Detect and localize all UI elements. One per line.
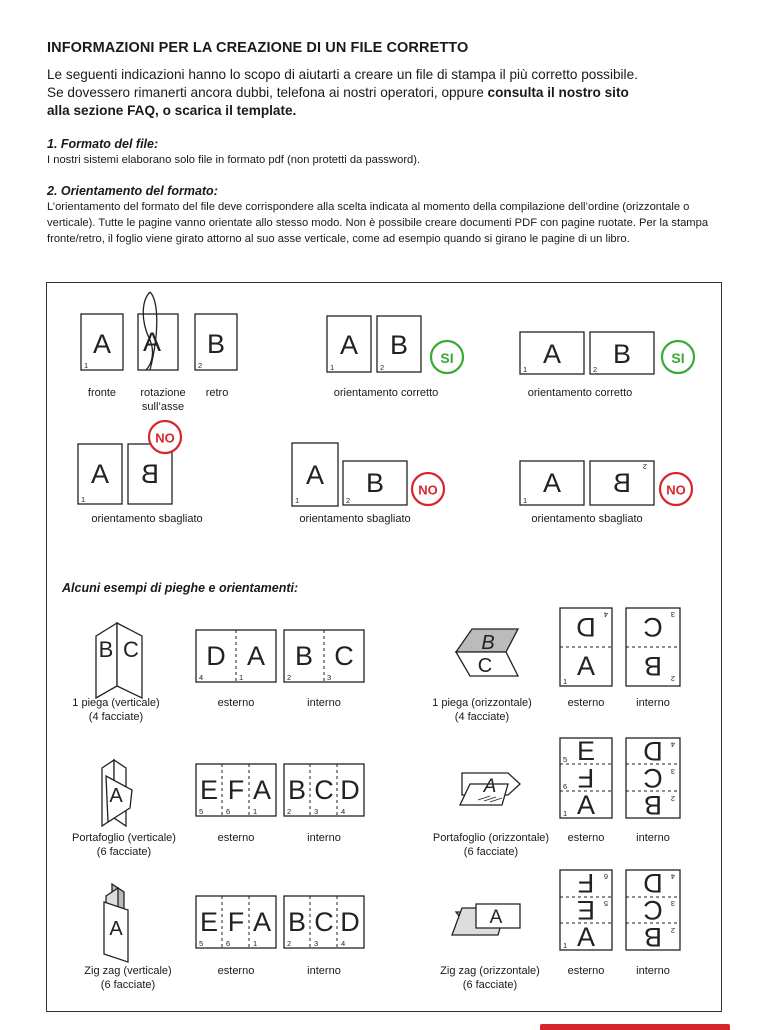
svg-text:NO: NO: [155, 430, 175, 446]
label-esterno-v3: esterno: [217, 965, 255, 977]
svg-text:A: A: [305, 460, 325, 490]
svg-text:2: 2: [287, 939, 292, 948]
fold-v1-interno: [284, 630, 364, 682]
svg-text:C: C: [314, 907, 334, 937]
svg-text:C: C: [477, 655, 493, 677]
svg-text:C: C: [643, 763, 663, 793]
fold-v3-interno: [284, 896, 364, 948]
svg-text:A: A: [483, 776, 497, 797]
fold-o1-interno: [626, 608, 680, 686]
svg-text:5: 5: [199, 939, 204, 948]
svg-text:E: E: [576, 895, 596, 925]
label-sbagliato-2: orientamento sbagliato: [299, 513, 411, 525]
svg-text:F: F: [227, 907, 245, 937]
svg-text:4: 4: [199, 673, 204, 682]
svg-text:E: E: [576, 736, 596, 766]
svg-text:B: B: [98, 637, 114, 662]
svg-text:2: 2: [670, 926, 675, 935]
svg-text:1: 1: [563, 809, 568, 818]
svg-text:6: 6: [563, 782, 568, 791]
fold-o2-icon: [460, 773, 520, 805]
svg-text:3: 3: [670, 899, 675, 908]
label-fold-v3: Zig zag (verticale) (6 facciate): [84, 965, 172, 991]
si-badge-1: [431, 341, 463, 373]
label-esterno-o1: esterno: [567, 697, 605, 709]
svg-text:A: A: [109, 918, 123, 940]
svg-text:2: 2: [593, 365, 598, 374]
label-corretto-1: orientamento corretto: [333, 387, 439, 399]
svg-text:1: 1: [253, 939, 258, 948]
svg-text:C: C: [643, 895, 663, 925]
svg-text:1: 1: [253, 807, 258, 816]
fold-o1-esterno: [560, 608, 612, 686]
svg-text:B: B: [365, 468, 385, 498]
svg-text:C: C: [334, 641, 354, 671]
svg-text:1: 1: [239, 673, 244, 682]
letter-a: A: [92, 329, 112, 359]
svg-text:D: D: [643, 868, 663, 898]
no-badge-2: [412, 473, 444, 505]
label-corretto-2: orientamento corretto: [527, 387, 633, 399]
svg-text:D: D: [643, 736, 663, 766]
correct-portrait-pair: [327, 316, 421, 372]
svg-text:B: B: [206, 329, 226, 359]
label-fold-o3: Zig zag (orizzontale) (6 facciate): [440, 965, 540, 991]
svg-text:C: C: [314, 775, 334, 805]
svg-text:A: A: [542, 339, 562, 369]
svg-text:5: 5: [199, 807, 204, 816]
svg-text:F: F: [577, 868, 595, 898]
svg-text:3: 3: [670, 610, 675, 619]
svg-text:1: 1: [330, 363, 335, 372]
label-fold-o1: 1 piega (orizzontale) (4 facciate): [432, 697, 532, 723]
svg-text:5: 5: [603, 899, 608, 908]
retro-page: [195, 314, 237, 370]
svg-text:B: B: [140, 459, 160, 489]
label-fold-v1: 1 piega (verticale) (4 facciate): [72, 697, 160, 723]
brand-logo: [540, 1016, 730, 1030]
intro-text: Le seguenti indicazioni hanno lo scopo di aiutarti a creare un file di stampa il più corretto possibile. Se dovessero rimanerti ancora dubbi, telefona ai nostri operatori, oppure consulta il nostro sito alla sezione FAQ, o scarica il template.: [47, 67, 638, 118]
wrong-mixed-pair: [292, 443, 407, 506]
svg-text:B: B: [287, 775, 307, 805]
section1-text: I nostri sistemi elaborano solo file in formato pdf (non protetti da password).: [47, 154, 421, 166]
label-interno-o3: interno: [636, 965, 670, 977]
svg-text:A: A: [252, 775, 272, 805]
label-rotazione: rotazione sull’asse: [140, 387, 186, 413]
label-interno-v2: interno: [307, 832, 341, 844]
svg-text:1: 1: [563, 941, 568, 950]
svg-text:D: D: [206, 641, 226, 671]
svg-text:A: A: [576, 790, 596, 820]
svg-text:1: 1: [523, 365, 528, 374]
svg-text:SI: SI: [671, 350, 685, 366]
svg-text:6: 6: [226, 939, 231, 948]
fold-v3-esterno: [196, 896, 276, 948]
svg-text:D: D: [576, 612, 596, 642]
svg-text:4: 4: [341, 939, 346, 948]
label-sbagliato-3: orientamento sbagliato: [531, 513, 643, 525]
svg-text:B: B: [643, 790, 663, 820]
svg-text:A: A: [339, 330, 359, 360]
label-interno-v1: interno: [307, 697, 341, 709]
svg-text:2: 2: [670, 674, 675, 683]
svg-text:NO: NO: [418, 482, 438, 498]
svg-text:1: 1: [563, 677, 568, 686]
fold-o1-icon: [456, 629, 518, 677]
svg-text:SI: SI: [440, 350, 454, 366]
svg-text:1: 1: [84, 361, 89, 370]
label-esterno-v1: esterno: [217, 697, 255, 709]
svg-text:B: B: [389, 330, 409, 360]
svg-text:A: A: [542, 468, 562, 498]
svg-text:1: 1: [295, 496, 300, 505]
label-esterno-v2: esterno: [217, 832, 255, 844]
svg-text:3: 3: [314, 807, 319, 816]
svg-text:F: F: [577, 763, 595, 793]
label-interno-o2: interno: [636, 832, 670, 844]
fold-o2-esterno: [560, 736, 612, 820]
svg-text:B: B: [294, 641, 314, 671]
svg-text:D: D: [340, 907, 360, 937]
fold-v2-interno: [284, 764, 364, 816]
fold-o3-interno: [626, 868, 680, 952]
svg-text:2: 2: [198, 361, 203, 370]
svg-text:A: A: [142, 327, 162, 357]
svg-text:A: A: [576, 651, 596, 681]
folds-subtitle: Alcuni esempi di pieghe e orientamenti:: [62, 581, 299, 595]
wrong-landscape-pair: [520, 461, 654, 505]
svg-text:3: 3: [670, 767, 675, 776]
rotation-page-icon: [138, 292, 178, 370]
svg-text:B: B: [481, 632, 495, 654]
correct-landscape-pair: [520, 332, 654, 374]
fold-o2-interno: [626, 736, 680, 820]
svg-text:3: 3: [327, 673, 332, 682]
label-fold-o2: Portafoglio (orizzontale) (6 facciate): [432, 832, 550, 858]
svg-text:2: 2: [670, 794, 675, 803]
svg-text:B: B: [287, 907, 307, 937]
svg-text:A: A: [109, 785, 123, 807]
svg-text:B: B: [612, 468, 632, 498]
svg-text:2: 2: [380, 363, 385, 372]
fold-o3-esterno: [560, 868, 612, 952]
svg-text:4: 4: [670, 872, 675, 881]
svg-text:B: B: [643, 922, 663, 952]
label-esterno-o2: esterno: [567, 832, 605, 844]
fronte-page: [81, 314, 123, 370]
svg-text:A: A: [489, 907, 503, 928]
svg-text:A: A: [90, 459, 110, 489]
label-fold-v2: Portafoglio (verticale) (6 facciate): [72, 832, 176, 858]
svg-text:D: D: [340, 775, 360, 805]
label-fronte: fronte: [87, 387, 117, 399]
faq-link[interactable]: consulta il nostro sito: [487, 85, 629, 100]
svg-text:C: C: [643, 612, 663, 642]
fold-v2-icon: [102, 760, 132, 826]
section2-text: L’orientamento del formato del file deve corrispondere alla scelta indicata al momento della compilazione dell’ordine (orizzontale o verticale). Tutte le pagine vanno orientate allo stesso modo. Non è possibile creare documenti PDF con pagine ruotate. Per la stampa fronte/retro, il foglio viene girato attorno al suo asse verticale, come ad esempio quando si girano le pagine di un libro.: [47, 201, 709, 245]
svg-text:4: 4: [670, 740, 675, 749]
label-interno-v3: interno: [307, 965, 341, 977]
svg-text:A: A: [576, 922, 596, 952]
fold-v1-icon: [96, 623, 142, 698]
svg-text:E: E: [199, 907, 219, 937]
label-interno-o1: interno: [636, 697, 670, 709]
svg-text:2: 2: [346, 496, 351, 505]
si-badge-2: [662, 341, 694, 373]
label-retro: retro: [205, 387, 229, 399]
svg-text:6: 6: [226, 807, 231, 816]
svg-text:4: 4: [341, 807, 346, 816]
no-badge-3: [660, 473, 692, 505]
svg-text:F: F: [227, 775, 245, 805]
svg-text:B: B: [612, 339, 632, 369]
svg-text:NO: NO: [666, 482, 686, 498]
svg-text:2: 2: [287, 673, 292, 682]
svg-text:E: E: [199, 775, 219, 805]
label-sbagliato-1: orientamento sbagliato: [91, 513, 203, 525]
no-badge-1: [149, 421, 181, 453]
section1-title: 1. Formato del file:: [47, 137, 159, 151]
svg-text:3: 3: [314, 939, 319, 948]
svg-text:B: B: [643, 651, 663, 681]
template-link[interactable]: alla sezione FAQ, o scarica il template.: [47, 103, 297, 118]
fold-o3-icon: [452, 904, 520, 935]
svg-text:4: 4: [603, 610, 608, 619]
section2-title: 2. Orientamento del formato:: [47, 184, 218, 198]
svg-text:1: 1: [81, 495, 86, 504]
svg-text:2: 2: [287, 807, 292, 816]
svg-text:C: C: [123, 637, 139, 662]
page-title: INFORMAZIONI PER LA CREAZIONE DI UN FILE CORRETTO: [47, 40, 469, 56]
svg-text:2: 2: [642, 462, 647, 471]
svg-text:A: A: [246, 641, 266, 671]
svg-text:5: 5: [563, 755, 568, 764]
fold-v2-esterno: [196, 764, 276, 816]
fold-v1-esterno: [196, 630, 276, 682]
wrong-portrait-pair: [78, 444, 172, 504]
svg-text:A: A: [252, 907, 272, 937]
fold-v3-icon: [104, 884, 128, 962]
label-esterno-o3: esterno: [567, 965, 605, 977]
svg-text:6: 6: [603, 872, 608, 881]
svg-text:1: 1: [523, 496, 528, 505]
